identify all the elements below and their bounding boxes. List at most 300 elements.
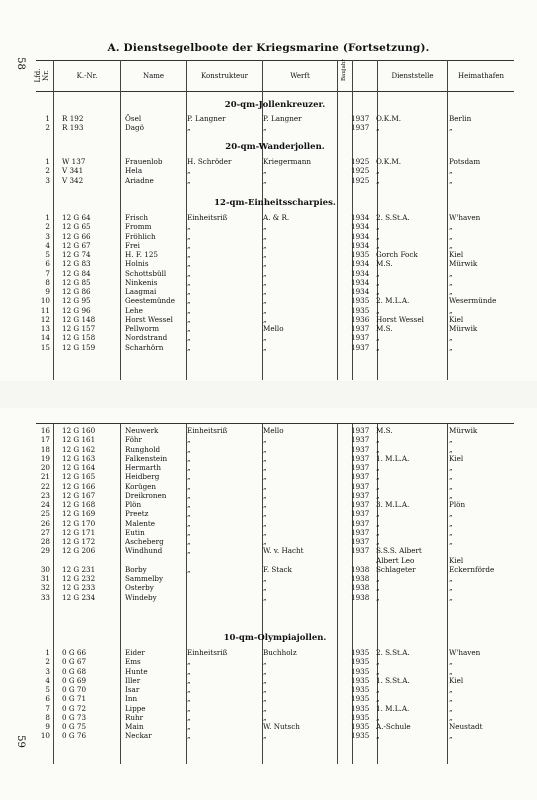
cell-kons: „ xyxy=(187,564,191,574)
cell-kons: „ xyxy=(187,250,191,259)
cell-haf: „ xyxy=(449,537,453,546)
cell-werft: „ xyxy=(263,435,267,445)
cell-werft: „ xyxy=(263,472,267,482)
cell-haf: Neustadt xyxy=(449,722,483,731)
cell-dst: 3. M.L.A. xyxy=(376,500,410,509)
cell-kn: 12 G 169 xyxy=(62,509,96,519)
cell-haf: „ xyxy=(449,694,453,704)
cell-werft: „ xyxy=(263,574,267,583)
table-row xyxy=(36,583,514,592)
cell-name: Scharhörn xyxy=(125,342,164,352)
header-bottom-rule xyxy=(36,91,514,92)
cell-werft: „ xyxy=(263,342,267,352)
table-row xyxy=(36,519,514,528)
cell-year: 1937 xyxy=(351,435,370,445)
cell-year: 1935 xyxy=(351,305,370,315)
header-dienststelle: Dienststelle xyxy=(391,72,434,80)
cell-haf: Kiel xyxy=(449,675,464,685)
table-row xyxy=(36,269,514,278)
cell-nr: 10 xyxy=(40,731,50,741)
cell-dst: „ xyxy=(376,712,380,722)
table-row xyxy=(36,306,514,315)
continuation-top-rule xyxy=(36,423,514,424)
cell-dst: „ xyxy=(376,175,380,185)
cell-dst: „ xyxy=(376,490,380,500)
cell-haf: Kiel xyxy=(449,453,464,463)
cell-kn: 12 G 206 xyxy=(62,546,96,556)
cell-nr: 27 xyxy=(40,527,50,537)
cell-name: Fromm xyxy=(125,222,152,232)
table-row xyxy=(36,667,514,676)
cell-kn: V 342 xyxy=(62,175,84,185)
cell-haf: Mürwik xyxy=(449,426,478,435)
cell-kons: „ xyxy=(187,731,191,741)
cell-werft: „ xyxy=(263,296,267,306)
cell-kons: „ xyxy=(187,666,191,676)
cell-year: 1936 xyxy=(351,314,370,324)
cell-kn: 12 G 64 xyxy=(62,213,91,222)
cell-nr: 20 xyxy=(40,463,50,472)
cell-werft: W. v. Hacht xyxy=(263,546,304,556)
cell-name: Laagmai xyxy=(125,287,157,296)
page-number-bottom: 59 xyxy=(14,735,26,748)
cell-name: Föhr xyxy=(125,435,142,445)
cell-haf: „ xyxy=(449,527,453,537)
cell-haf: Eckernförde xyxy=(449,564,495,574)
cell-kons: „ xyxy=(187,240,191,250)
cell-kons: „ xyxy=(187,518,191,528)
cell-year: 1935 xyxy=(351,648,370,657)
cell-haf: „ xyxy=(449,481,453,491)
cell-haf: „ xyxy=(449,123,453,133)
cell-haf: Berlin xyxy=(449,114,472,123)
cell-kn: 12 G 86 xyxy=(62,287,91,296)
cell-kn: W 137 xyxy=(62,157,86,166)
cell-kn: 12 G 157 xyxy=(62,324,96,333)
cell-kn: 0 G 72 xyxy=(62,703,87,713)
cell-nr: 1 xyxy=(45,114,50,123)
cell-name: Ösel xyxy=(125,114,142,123)
cell-dst: „ xyxy=(376,123,380,133)
cell-werft: „ xyxy=(263,222,267,232)
cell-dst: 2. M.L.A. xyxy=(376,296,410,306)
cell-dst: M.S. xyxy=(376,259,393,269)
header-lfd-nr: Lfd. Nr. xyxy=(34,68,50,83)
cell-kn: 12 G 232 xyxy=(62,574,96,583)
cell-nr: 1 xyxy=(45,157,50,166)
cell-year: 1934 xyxy=(351,240,370,250)
cell-kn: 0 G 66 xyxy=(62,648,87,657)
cell-dst: „ xyxy=(376,472,380,482)
cell-kons: „ xyxy=(187,472,191,482)
cell-kn: 12 G 67 xyxy=(62,240,91,250)
cell-kons: „ xyxy=(187,305,191,315)
cell-year: 1934 xyxy=(351,213,370,222)
cell-year: 1925 xyxy=(351,175,370,185)
cell-werft: F. Stack xyxy=(263,564,292,574)
cell-haf: „ xyxy=(449,666,453,676)
cell-year: 1937 xyxy=(351,509,370,519)
cell-name: Frauenlob xyxy=(125,157,163,166)
cell-dst: „ xyxy=(376,305,380,315)
cell-haf: „ xyxy=(449,712,453,722)
cell-kons: „ xyxy=(187,490,191,500)
section-heading-wanderjollen: 20-qm-Wanderjollen. xyxy=(225,142,325,152)
cell-year: 1937 xyxy=(351,463,370,472)
cell-year: 1938 xyxy=(351,574,370,583)
cell-haf: „ xyxy=(449,490,453,500)
cell-kons: „ xyxy=(187,453,191,463)
cell-haf: „ xyxy=(449,685,453,694)
table-row xyxy=(36,287,514,296)
cell-nr: 26 xyxy=(40,518,50,528)
cell-haf: Plön xyxy=(449,500,466,509)
table-row xyxy=(36,333,514,342)
cell-kons: Einheitsriß xyxy=(187,648,228,657)
cell-werft: „ xyxy=(263,259,267,269)
table-row xyxy=(36,472,514,481)
table-row xyxy=(36,296,514,305)
cell-kn: 0 G 69 xyxy=(62,675,87,685)
cell-dst: 1. S.St.A. xyxy=(376,675,410,685)
table-row xyxy=(36,482,514,491)
cell-kn: 12 G 172 xyxy=(62,537,96,546)
cell-werft: „ xyxy=(263,314,267,324)
cell-kn: 12 G 162 xyxy=(62,444,96,454)
cell-kons: „ xyxy=(187,342,191,352)
cell-werft: Mello xyxy=(263,426,284,435)
cell-kn: 0 G 76 xyxy=(62,731,87,741)
cell-werft: „ xyxy=(263,481,267,491)
cell-kn: 12 G 159 xyxy=(62,342,96,352)
cell-nr: 4 xyxy=(45,675,50,685)
cell-nr: 13 xyxy=(40,324,50,333)
cell-dst: „ xyxy=(376,527,380,537)
header-baujahr: Baujahr xyxy=(341,58,347,81)
cell-dst: S.S.S. Albert xyxy=(376,546,422,556)
cell-nr: 14 xyxy=(40,333,50,343)
header-k-nr: K.-Nr. xyxy=(76,72,98,80)
cell-nr: 1 xyxy=(45,648,50,657)
cell-werft: „ xyxy=(263,731,267,741)
cell-year: 1938 xyxy=(351,583,370,593)
cell-werft: „ xyxy=(263,518,267,528)
cell-kons: Einheitsriß xyxy=(187,426,228,435)
cell-name: Hela xyxy=(125,166,143,176)
cell-name: Pellworm xyxy=(125,324,160,333)
cell-kn: 12 G 164 xyxy=(62,463,96,472)
cell-name: Neuwerk xyxy=(125,426,159,435)
cell-name: Fröhlich xyxy=(125,231,156,241)
cell-nr: 7 xyxy=(45,703,50,713)
cell-werft: „ xyxy=(263,444,267,454)
header-name: Name xyxy=(142,72,165,80)
cell-name: Lehe xyxy=(125,305,143,315)
cell-nr: 22 xyxy=(40,481,50,491)
cell-kn: 12 G 74 xyxy=(62,250,91,259)
cell-kons: „ xyxy=(187,481,191,491)
cell-nr: 7 xyxy=(45,268,50,278)
cell-nr: 3 xyxy=(45,666,50,676)
cell-dst: „ xyxy=(376,657,380,667)
cell-dst: „ xyxy=(376,444,380,454)
cell-year: 1935 xyxy=(351,657,370,667)
table-row xyxy=(36,435,514,444)
cell-year: 1935 xyxy=(351,722,370,731)
cell-year: 1934 xyxy=(351,222,370,232)
table-row xyxy=(36,537,514,546)
cell-name: Frei xyxy=(125,240,140,250)
cell-name: Frisch xyxy=(125,213,149,222)
cell-dst: „ xyxy=(376,277,380,287)
cell-kons: „ xyxy=(187,675,191,685)
table-row xyxy=(36,445,514,454)
table-row xyxy=(36,694,514,703)
cell-dst: „ xyxy=(376,574,380,583)
cell-kn: 12 G 165 xyxy=(62,472,96,482)
cell-year: 1937 xyxy=(351,123,370,133)
cell-dst: „ xyxy=(376,166,380,176)
cell-year: 1937 xyxy=(351,472,370,482)
cell-werft: „ xyxy=(263,509,267,519)
cell-nr: 11 xyxy=(40,305,50,315)
cell-nr: 33 xyxy=(40,592,50,602)
cell-nr: 2 xyxy=(45,222,50,232)
cell-nr: 16 xyxy=(40,426,50,435)
section-heading-scharpies: 12-qm-Einheitsscharpies. xyxy=(214,198,336,208)
cell-haf: Kiel xyxy=(449,314,464,324)
cell-nr: 3 xyxy=(45,231,50,241)
table-row xyxy=(36,713,514,722)
cell-nr: 2 xyxy=(45,123,50,133)
cell-kons: „ xyxy=(187,314,191,324)
cell-kn: 12 G 231 xyxy=(62,564,96,574)
cell-year: 1937 xyxy=(351,490,370,500)
cell-haf: „ xyxy=(449,166,453,176)
cell-year: 1935 xyxy=(351,731,370,741)
cell-kn: 12 G 83 xyxy=(62,259,91,269)
cell-kn: 12 G 166 xyxy=(62,481,96,491)
cell-kons: „ xyxy=(187,694,191,704)
cell-haf: „ xyxy=(449,731,453,741)
table-row xyxy=(36,213,514,222)
table-row xyxy=(36,463,514,472)
cell-haf: „ xyxy=(449,574,453,583)
cell-werft: „ xyxy=(263,333,267,343)
cell-nr: 9 xyxy=(45,722,50,731)
cell-dst: 2. S.St.A. xyxy=(376,648,410,657)
cell-year: 1937 xyxy=(351,333,370,343)
cell-kn: 12 G 160 xyxy=(62,426,96,435)
cell-kn: R 192 xyxy=(62,114,84,123)
cell-year: 1937 xyxy=(351,426,370,435)
cell-name: Eutin xyxy=(125,527,145,537)
cell-haf: „ xyxy=(449,703,453,713)
cell-haf: „ xyxy=(449,268,453,278)
cell-kn: 12 G 95 xyxy=(62,296,91,306)
cell-dst: M.S. xyxy=(376,426,393,435)
cell-werft: „ xyxy=(263,490,267,500)
cell-kons: „ xyxy=(187,463,191,472)
cell-werft: „ xyxy=(263,500,267,509)
cell-werft: „ xyxy=(263,666,267,676)
cell-nr: 8 xyxy=(45,712,50,722)
cell-nr: 5 xyxy=(45,685,50,694)
cell-haf: „ xyxy=(449,240,453,250)
table-row xyxy=(36,704,514,713)
cell-nr: 32 xyxy=(40,583,50,593)
cell-dst: „ xyxy=(376,731,380,741)
cell-year: 1937 xyxy=(351,537,370,546)
cell-kons: „ xyxy=(187,509,191,519)
cell-year: 1938 xyxy=(351,592,370,602)
cell-haf: Mürwik xyxy=(449,324,478,333)
cell-kons: „ xyxy=(187,657,191,667)
cell-kn: 12 G 170 xyxy=(62,518,96,528)
cell-name: Hunte xyxy=(125,666,148,676)
cell-haf: „ xyxy=(449,444,453,454)
table-row xyxy=(36,241,514,250)
table-row xyxy=(36,278,514,287)
cell-year: 1935 xyxy=(351,685,370,694)
table-row xyxy=(36,722,514,731)
cell-nr: 9 xyxy=(45,287,50,296)
cell-haf: „ xyxy=(449,463,453,472)
table-row xyxy=(36,593,514,602)
cell-dst: „ xyxy=(376,583,380,593)
cell-dst: 1. M.L.A. xyxy=(376,453,410,463)
cell-nr: 5 xyxy=(45,250,50,259)
cell-haf: „ xyxy=(449,435,453,445)
cell-dst: „ xyxy=(376,509,380,519)
cell-name: Holnis xyxy=(125,259,149,269)
cell-kn: 12 G 158 xyxy=(62,333,96,343)
cell-dst: „ xyxy=(376,333,380,343)
cell-kn: 0 G 73 xyxy=(62,712,87,722)
cell-name: Schottsbüll xyxy=(125,268,167,278)
cell-year: 1935 xyxy=(351,666,370,676)
cell-dst: „ xyxy=(376,287,380,296)
cell-werft: „ xyxy=(263,240,267,250)
cell-werft: „ xyxy=(263,287,267,296)
cell-haf: Wesermünde xyxy=(449,296,497,306)
cell-name: Main xyxy=(125,722,144,731)
table-row xyxy=(36,731,514,740)
cell-name: Dagö xyxy=(125,123,144,133)
cell-werft: „ xyxy=(263,268,267,278)
cell-dst: A.-Schule xyxy=(376,722,411,731)
table-row xyxy=(36,676,514,685)
table-row xyxy=(36,509,514,518)
cell-year: 1935 xyxy=(351,703,370,713)
cell-kn: 12 G 96 xyxy=(62,305,91,315)
cell-year: 1935 xyxy=(351,712,370,722)
table-row xyxy=(36,685,514,694)
cell-nr: 23 xyxy=(40,490,50,500)
table-row xyxy=(36,324,514,333)
cell-name: Heidberg xyxy=(125,472,160,482)
table-row xyxy=(36,565,514,574)
cell-haf: „ xyxy=(449,509,453,519)
table-row xyxy=(36,222,514,231)
cell-haf: „ xyxy=(449,277,453,287)
cell-werft: „ xyxy=(263,675,267,685)
cell-year: 1937 xyxy=(351,527,370,537)
cell-kons: „ xyxy=(187,324,191,333)
cell-name: Plön xyxy=(125,500,142,509)
cell-haf: Kiel xyxy=(449,250,464,259)
cell-nr: 17 xyxy=(40,435,50,445)
table-row xyxy=(36,500,514,509)
cell-dst: „ xyxy=(376,463,380,472)
cell-werft: „ xyxy=(263,703,267,713)
cell-nr: 1 xyxy=(45,213,50,222)
cell-dst: Schlageter xyxy=(376,564,416,574)
cell-dst: „ xyxy=(376,222,380,232)
cell-name: Ruhr xyxy=(125,712,144,722)
cell-kons: „ xyxy=(187,166,191,176)
cell-kons: „ xyxy=(187,268,191,278)
cell-dst: Gorch Fock xyxy=(376,250,418,259)
cell-name: Ariadne xyxy=(125,175,154,185)
cell-kons: „ xyxy=(187,703,191,713)
cell-kn: 12 G 84 xyxy=(62,268,91,278)
cell-kn: 12 G 168 xyxy=(62,500,96,509)
cell-kons: „ xyxy=(187,287,191,296)
cell-nr: 29 xyxy=(40,546,50,556)
cell-haf: „ xyxy=(449,333,453,343)
cell-kn: 0 G 75 xyxy=(62,722,87,731)
cell-haf: „ xyxy=(449,231,453,241)
cell-nr: 3 xyxy=(45,175,50,185)
cell-haf: „ xyxy=(449,583,453,593)
table-row xyxy=(36,454,514,463)
cell-year: 1937 xyxy=(351,500,370,509)
cell-kn: 12 G 233 xyxy=(62,583,96,593)
cell-dst: 1. M.L.A. xyxy=(376,703,410,713)
cell-nr: 24 xyxy=(40,500,50,509)
cell-name: Runghold xyxy=(125,444,161,454)
cell-year: 1937 xyxy=(351,481,370,491)
cell-year: 1925 xyxy=(351,157,370,166)
cell-name: Sammelby xyxy=(125,574,164,583)
cell-year: 1935 xyxy=(351,296,370,306)
cell-haf: „ xyxy=(449,305,453,315)
cell-name: Preetz xyxy=(125,509,149,519)
cell-nr: 8 xyxy=(45,277,50,287)
cell-haf: „ xyxy=(449,342,453,352)
cell-year: 1937 xyxy=(351,444,370,454)
cell-dst: „ xyxy=(376,537,380,546)
cell-nr: 31 xyxy=(40,574,50,583)
cell-kons: „ xyxy=(187,222,191,232)
cell-name: H. F. 125 xyxy=(125,250,158,259)
table-row xyxy=(36,556,514,565)
cell-werft: Kriegermann xyxy=(263,157,312,166)
cell-nr: 30 xyxy=(40,564,50,574)
cell-kn: 12 G 66 xyxy=(62,231,91,241)
cell-year: 1934 xyxy=(351,259,370,269)
cell-werft: „ xyxy=(263,463,267,472)
cell-year: 1937 xyxy=(351,546,370,556)
cell-kn: 12 G 171 xyxy=(62,527,96,537)
cell-werft: W. Nutsch xyxy=(263,722,300,731)
cell-werft: „ xyxy=(263,453,267,463)
cell-year: 1925 xyxy=(351,166,370,176)
cell-name: Windeby xyxy=(125,592,157,602)
cell-nr: 15 xyxy=(40,342,50,352)
cell-kn: 0 G 67 xyxy=(62,657,87,667)
